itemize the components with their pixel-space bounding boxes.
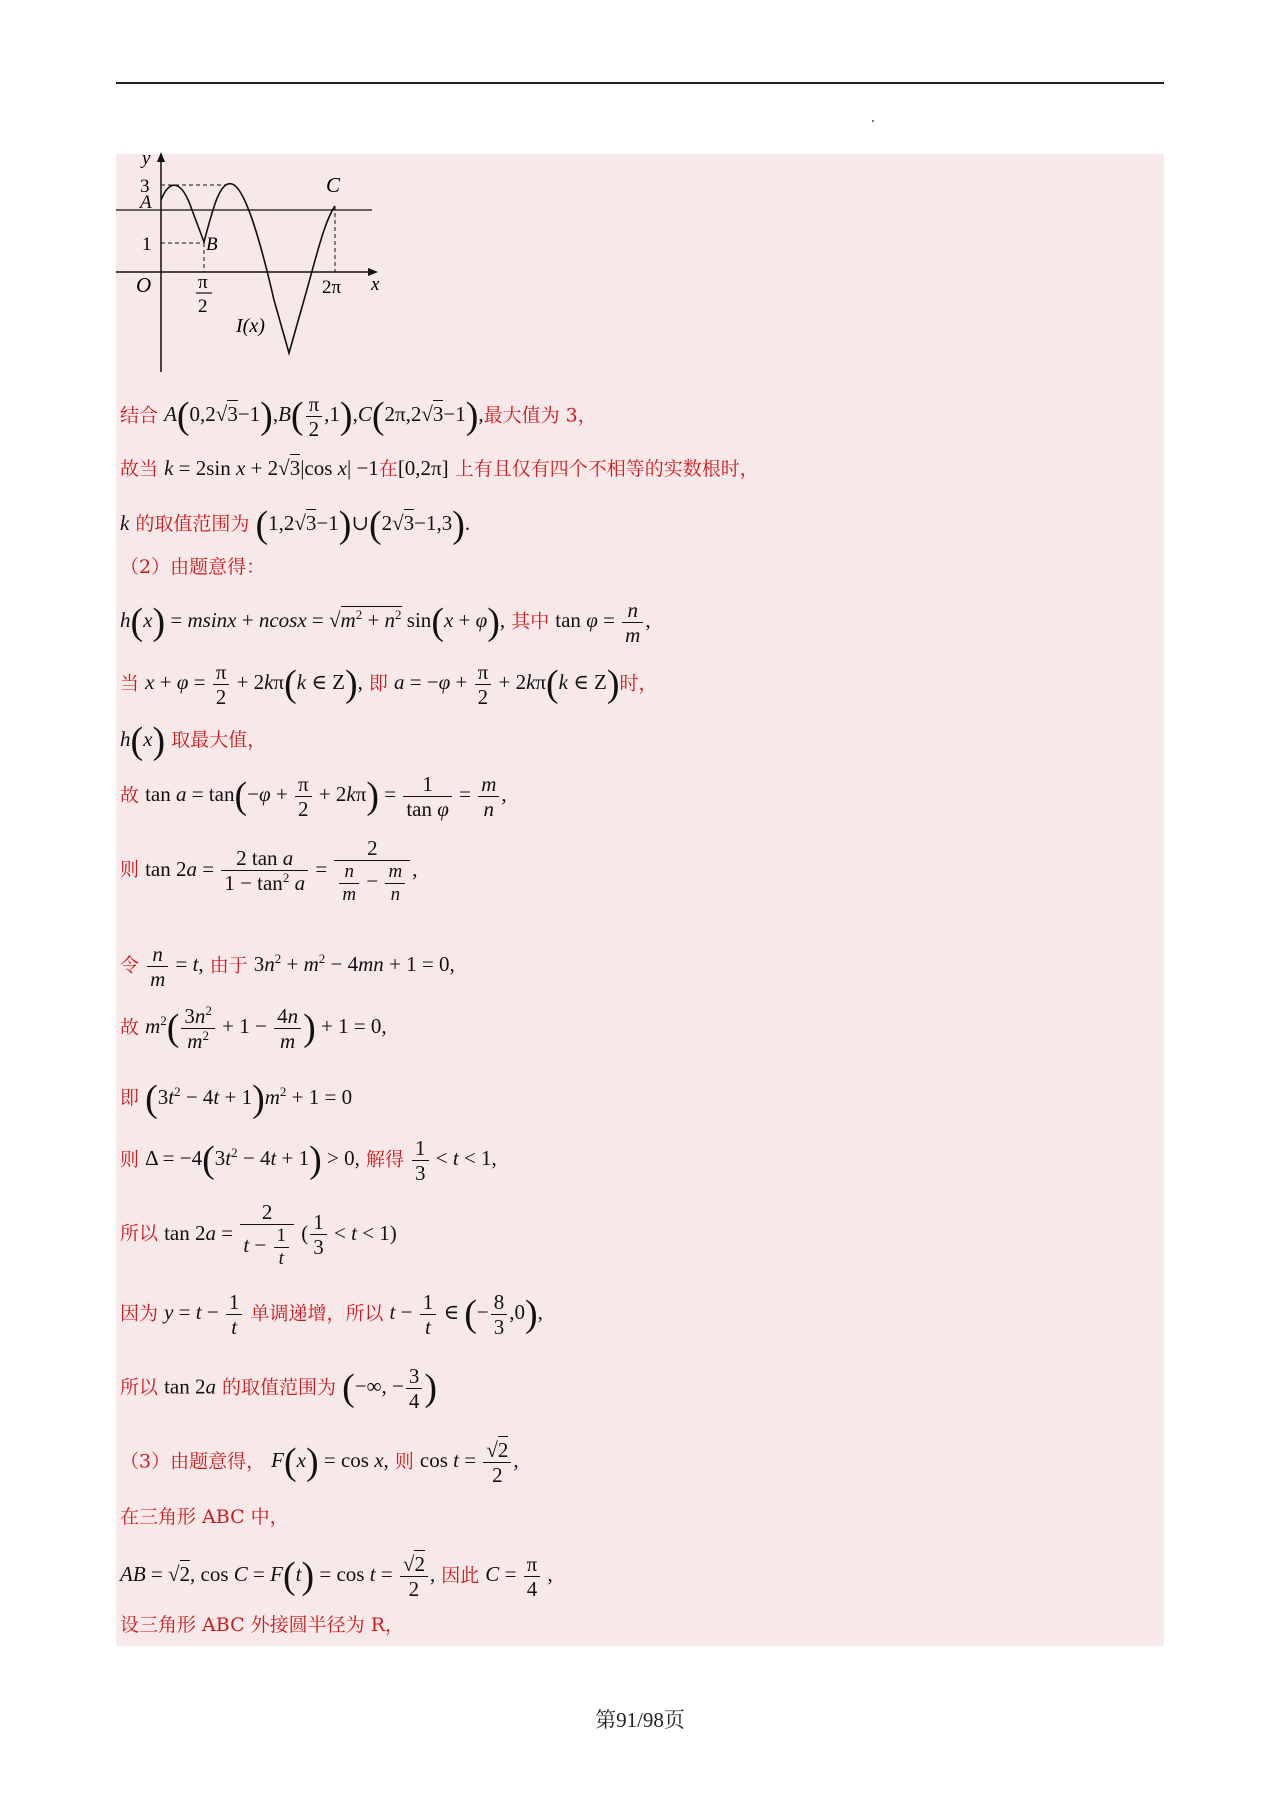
- tick-3: 3: [140, 176, 150, 197]
- line-4: （2）由题意得：: [120, 556, 266, 578]
- tick-2pi: 2π: [322, 277, 342, 298]
- line-2: 故当 k = 2sin x + 2√3|cos x| −1在[0,2π] 上有且仅有四个不相等的实数根时，: [120, 456, 759, 480]
- label-B: B: [206, 234, 218, 255]
- function-graph: [116, 150, 406, 380]
- label-A: A: [140, 192, 152, 213]
- scan-dot: [872, 120, 874, 122]
- line-12: 即 $(3t^2 - 4t + 1)m^2 + 1 = 0$: [120, 1078, 353, 1120]
- label-C: C: [326, 173, 341, 197]
- line-14: 所以 tan 2a = 2 t − $\frac{1}{t}$ ( $\frac{1}{3}$ < t < 1): [120, 1200, 397, 1269]
- y-axis-arrow: [157, 152, 165, 162]
- line-9: 则 tan 2a = $\frac{\text{2 tan a}}{1 - \tan^2 a}$ = 2 $\frac{n}{m}$ − $\frac{m}{n}$ ,: [120, 836, 418, 905]
- line-20: 设三角形 ABC 外接圆半径为 R，: [120, 1614, 404, 1636]
- line-18: 在三角形 ABC 中，: [120, 1506, 289, 1528]
- line-3: k 的取值范围为 (1,2√3−1)∪(2√3−1,3).: [120, 504, 471, 546]
- line-1: 结合 A(0,2√3−1),B( $\frac{\pi}{2}$ ,1),C(2π,2√3−1),最大值为 3，: [120, 392, 597, 442]
- x-label: x: [371, 274, 380, 295]
- line-16: 所以 tan 2a 的取值范围为 (−∞, − $\frac{3}{4}$ ): [120, 1364, 438, 1414]
- line-8: 故 tan a = tan(−φ + $\frac{\pi}{2}$ + 2kπ) = $\frac{1}{\text{tan φ}}$ = $\frac{m}{n}$ ,: [120, 772, 507, 822]
- line-15: 因为 y = t − $\frac{1}{t}$ 单调递增，所以 t − $\frac{1}{t}$ ∈ (− $\frac{8}{3}$ ,0),: [120, 1290, 543, 1340]
- line-13: 则 $\Delta = -4(3t^2 - 4t + 1) > 0$, 解得 $\frac{1}{3}$ < t < 1,: [120, 1136, 497, 1186]
- tick-2: 2: [198, 296, 208, 317]
- y-label: y: [142, 150, 151, 169]
- line-5: $h(x) = msinx + ncosx = √m^2 + n^2$ sin(x + φ), 其中 tan φ = $\frac{n}{m}$ ,: [120, 598, 651, 648]
- line-19: AB = √2, cos C = F(t) = cos t = $\frac{√2}{2}$ , 因此 C = $\frac{\pi}{4}$ ,: [120, 1552, 553, 1602]
- tick-pi: π: [198, 272, 208, 293]
- curve-label: I(x): [236, 315, 265, 337]
- line-10: 令 $\frac{n}{m}$ = t, 由于 $3n^2 + m^2 - 4mn + 1 = 0$,: [120, 942, 455, 992]
- origin-label: O: [136, 273, 152, 297]
- line-11: 故 $m^2$( $\frac{3n^2}{m^2}$ + 1 − $\frac{4n}{m}$ ) + 1 = 0,: [120, 1003, 387, 1054]
- line-7: h(x) 取最大值，: [120, 720, 267, 762]
- header-rule: [116, 82, 1164, 84]
- tick-1: 1: [142, 234, 152, 255]
- line-17: （3）由题意得， F(x) = cos x, 则 cos t = $\frac{√2}{2}$ ,: [120, 1438, 519, 1488]
- line-6: 当 x + φ = $\frac{\pi}{2}$ + 2kπ(k ∈ Z), 即 a = −φ + $\frac{\pi}{2}$ + 2kπ(k ∈ Z)时，: [120, 660, 658, 710]
- page-footer: 第91/98页: [595, 1708, 685, 1732]
